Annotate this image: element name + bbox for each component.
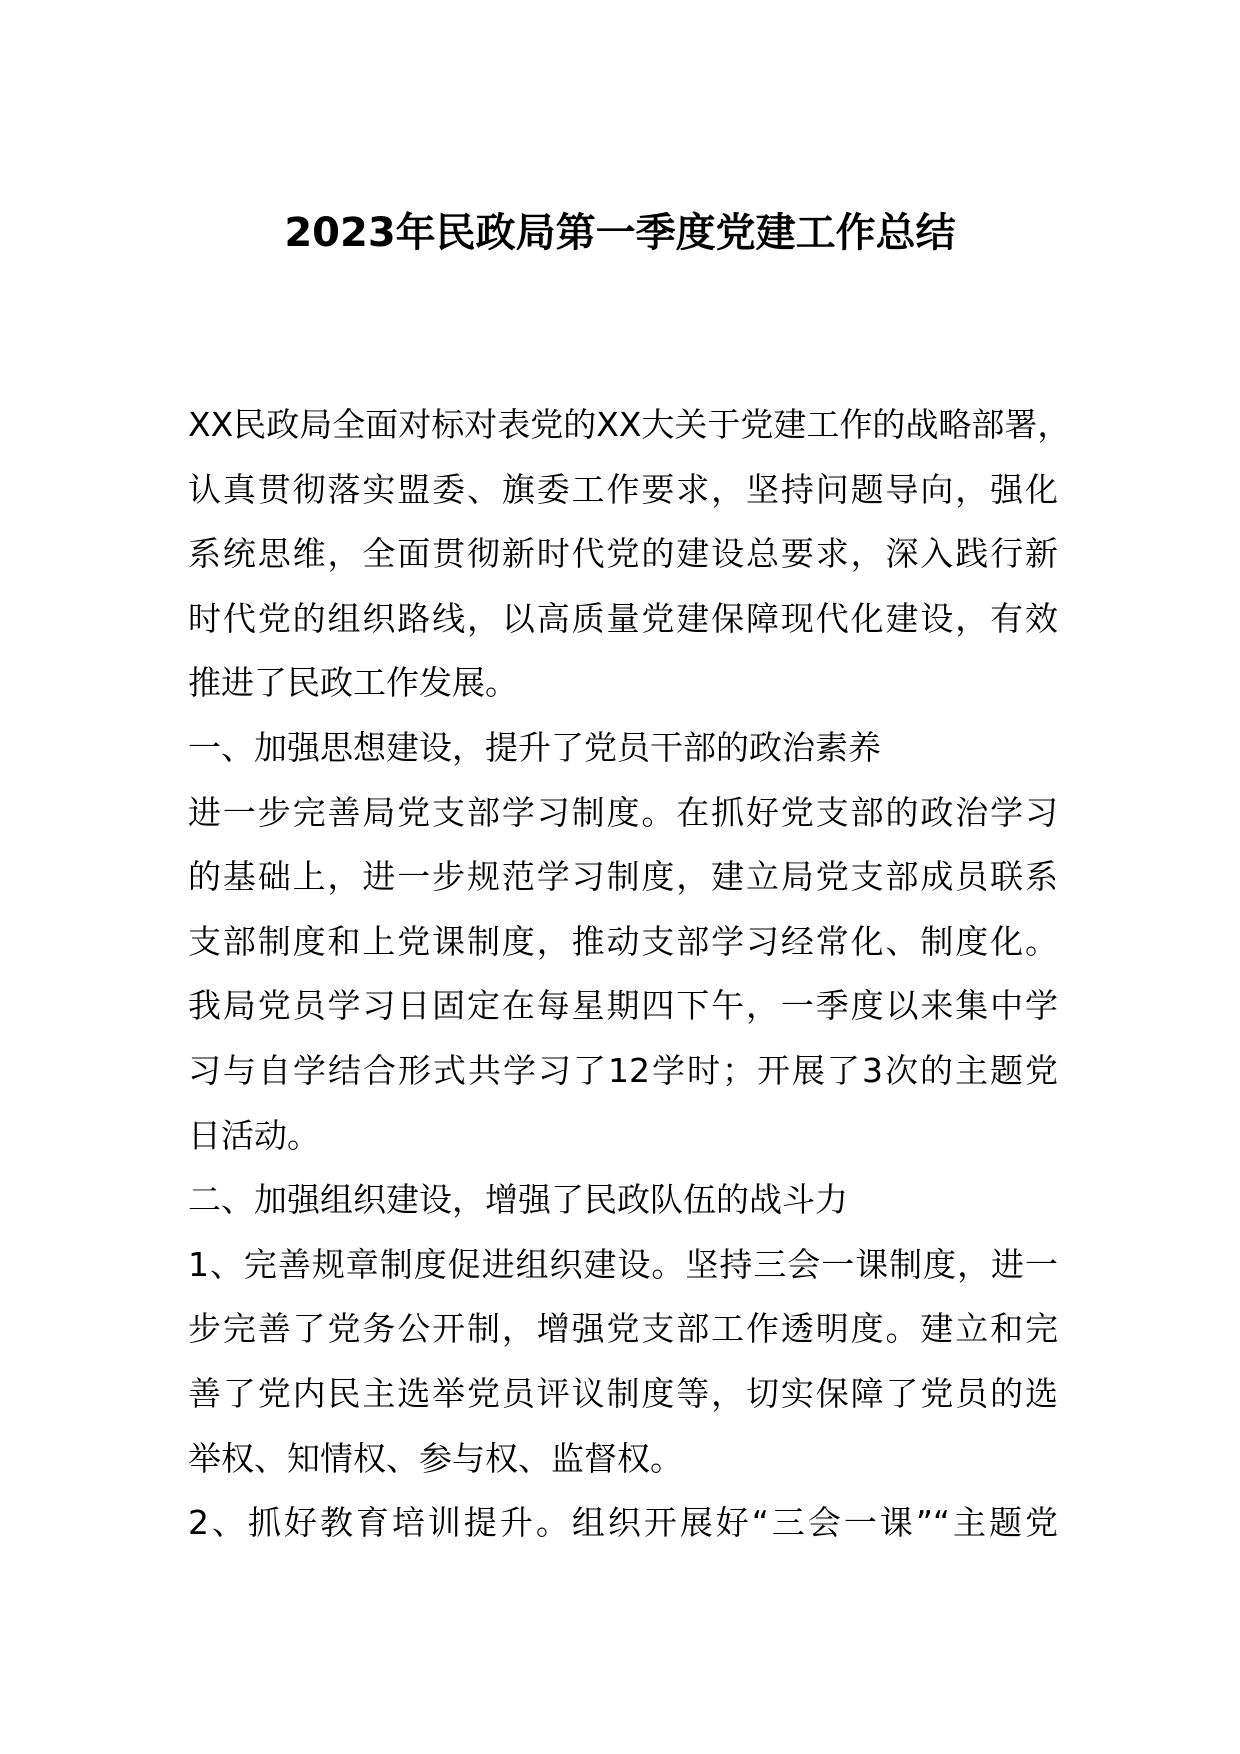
body-line: 日活动。 <box>188 1115 320 1155</box>
body-line: 2、抓好教育培训提升。组织开展好“三会一课”“主题党 <box>188 1503 1058 1543</box>
body-line: 认真贯彻落实盟委、旗委工作要求，坚持问题导向，强化 <box>188 469 1058 509</box>
document-title: 2023年民政局第一季度党建工作总结 <box>284 210 956 256</box>
document-body <box>188 393 1088 1556</box>
body-line: 系统思维，全面贯彻新时代党的建设总要求，深入践行新 <box>188 534 1058 574</box>
body-line: 习与自学结合形式共学习了12学时；开展了3次的主题党 <box>188 1050 1058 1090</box>
body-line: 的基础上，进一步规范学习制度，建立局党支部成员联系 <box>188 857 1058 897</box>
body-line: 步完善了党务公开制，增强党支部工作透明度。建立和完 <box>188 1309 1058 1349</box>
body-line: 支部制度和上党课制度，推动支部学习经常化、制度化。 <box>188 921 1058 961</box>
body-line: 我局党员学习日固定在每星期四下午，一季度以来集中学 <box>188 986 1058 1026</box>
body-line: 一、加强思想建设，提升了党员干部的政治素养 <box>188 727 881 767</box>
body-line: 1、完善规章制度促进组织建设。坚持三会一课制度，进一 <box>188 1244 1058 1284</box>
body-line: 时代党的组织路线，以高质量党建保障现代化建设，有效 <box>188 598 1058 638</box>
body-line: 善了党内民主选举党员评议制度等，切实保障了党员的选 <box>188 1373 1058 1413</box>
body-line: 进一步完善局党支部学习制度。在抓好党支部的政治学习 <box>188 792 1058 832</box>
body-line: 举权、知情权、参与权、监督权。 <box>188 1438 683 1478</box>
body-line: XX民政局全面对标对表党的XX大关于党建工作的战略部署， <box>188 405 1071 444</box>
body-line: 二、加强组织建设，增强了民政队伍的战斗力 <box>188 1180 848 1220</box>
body-line: 推进了民政工作发展。 <box>188 663 518 703</box>
